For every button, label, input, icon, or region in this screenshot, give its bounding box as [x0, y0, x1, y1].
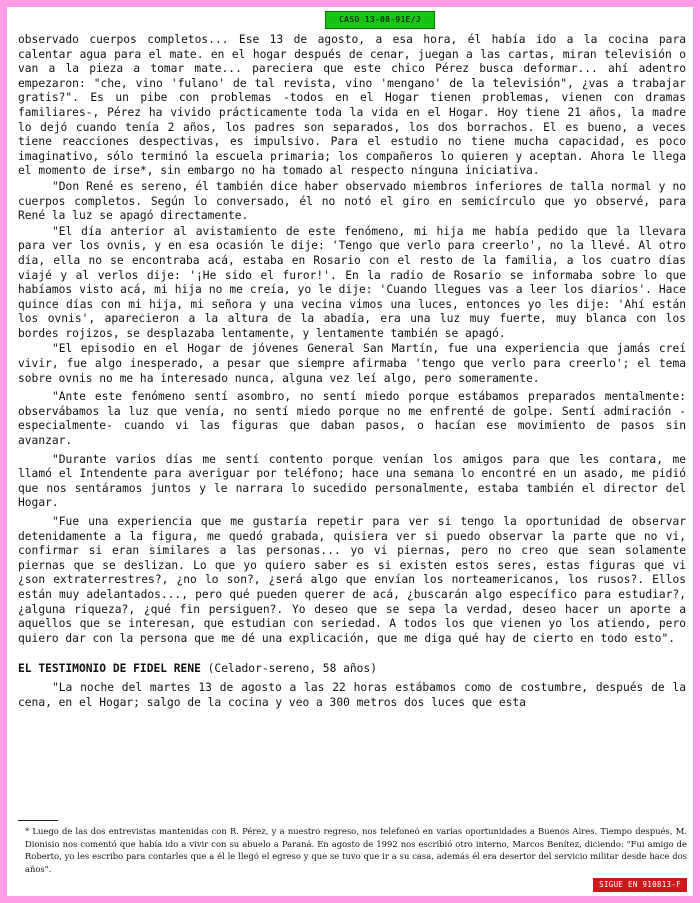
paragraph: "El día anterior al avistamiento de este fenómeno, mi hija me había pedido que la llevara para ver los ovnis, y en esa ocasión le dije: 'Tengo que verlo para creerlo', no la llevé. Al otro día, ella no se encontraba acá, estaba en Rosario con el resto de la familia, a los cuatro días viajé y al verlos dije: '¡He sido el furor!'. En la radio de Rosario se informaba sobre lo que habíamos visto acá, mi hija no me creía, yo le dije: 'Cuando llegues vas a leer los diarios'. Hace quince días con mi hija, mi señora y una vecina vimos una luces, entonces yo les dije: 'Ahí están los ovnis', aparecieron a la altura de la abadía, era una luz muy fuerte, muy blanca con los bordes rojizos, se desplazaba lentamente, y lentamente también se apagó. — [18, 224, 686, 340]
continued-tag: SIGUE EN 910813-F — [593, 878, 687, 892]
document-page — [7, 7, 693, 896]
document-body — [18, 33, 686, 710]
footnote — [25, 825, 687, 875]
paragraph: "Durante varios días me sentí contento porque venían los amigos para que les contara, me llamó el Intendente para averiguar por teléfono; hace una semana lo encontré en un asado, me pidió que nos sentáramos juntos y le narrara lo sucedido personalmente, estaba también el director del Hogar. — [18, 452, 686, 510]
footnote-text: * Luego de las dos entrevistas mantenidas con R. Pérez, y a nuestro regreso, nos telefoneó en varias oportunidades a Buenos Aires. Tiempo después, M. Dionisio nos comentó que había ido a vivir con su abuelo a Paraná. En agosto de 1992 nos escribió otro interno, Marcos Benítez, diciendo: "Fui amigo de Roberto, yo les escribo para contarles que a él le llegó el egreso y que se tuvo que ir a su casa, además él era desertor del servicio militar desde hace dos años". — [25, 826, 687, 874]
paragraph: "Fue una experiencia que me gustaría repetir para ver si tengo la oportunidad de observar detenidamente a la figura, me quedó grabada, quisiera ver si puedo observar la parte que no vi, confirmar si eran similares a las personas... yo vi piernas, pero no creo que sean solamente piernas que se deslizan. Lo que yo quiero saber es si existen estos seres, estas figuras que vi ¿son extraterrestres?, ¿no lo son?, ¿será algo que envían los norteamericanos, los rusos?. Ellos están muy adelantados..., pero qué pueden querer de acá, ¿buscarán algo específico para estudiar?, ¿alguna riqueza?, ¿qué fin persiguen?. Yo deseo que se sepa la verdad, deseo hacer un aporte a aquellos que se interesan, que estudian con seriedad. A todos los que vienen yo los atiendo, pero quiero dar con la persona que me dé una explicación, que me diga qué hay de cierto en todo esto". — [18, 515, 686, 645]
case-tag: CASO 13-08-91E/J — [325, 11, 435, 29]
paragraph: "Don René es sereno, él también dice haber observado miembros inferiores de talla normal y no cuerpos completos. Según lo conversado, él no notó el giro en semicírculo que yo observé, para René la luz se apagó directamente. — [18, 179, 686, 223]
paragraph: "Ante este fenómeno sentí asombro, no sentí miedo porque estábamos preparados mentalmente: observábamos la luz que venía, no sentí miedo porque no me enfrenté de golpe. Sentí admiración -especialmente- cuando vi las figuras que daban pasos, o hacían ese movimiento de pasos sin avanzar. — [18, 390, 686, 448]
paragraph: "La noche del martes 13 de agosto a las 22 horas estábamos como de costumbre, después de la cena, en el Hogar; salgo de la cocina y veo a 300 metros dos luces que esta — [18, 680, 686, 709]
paragraph: observado cuerpos completos... Ese 13 de agosto, a esa hora, él había ido a la cocina para calentar agua para el mate. en el hogar después de cenar, juegan a las cartas, miran televisión o van a la pieza a tomar mate... pareciera que este chico Pérez busca deformar... ahí adentro empezaron: "che, vino 'fulano' de tal revista, vino 'mengano' de la televisión", ¿vas a trabajar gratis?". Es un pibe con problemas -todos en el Hogar tienen problemas, vienen con dramas familiares-, Pérez ha vivido prácticamente toda la vida en el Hogar. Hoy tiene 21 años, la madre lo dejó cuando tenía 2 años, los padres son separados, los dos borrachos. El es bueno, a veces tiene reacciones despectivas, es impulsivo. Para el estudio no tiene mucha capacidad, es poco imaginativo, sólo terminó la escuela primaria; los compañeros lo quieren y aceptan. Ahora le llega el momento de irse*, sin embargo no ha tomado al respecto ninguna iniciativa. — [18, 33, 686, 178]
paragraph: "El episodio en el Hogar de jóvenes General San Martín, fue una experiencia que jamás creí vivir, fue algo inesperado, a pesar que siempre afirmaba 'tengo que verlo para creerlo'; el tema sobre ovnis no me ha interesado nunca, alguna vez leí algo, pero someramente. — [18, 342, 686, 385]
footnote-divider — [18, 820, 58, 821]
section-heading-subtitle: (Celador-sereno, 58 años) — [207, 662, 377, 676]
section-heading-title: EL TESTIMONIO DE FIDEL RENE — [18, 662, 201, 676]
section-heading — [18, 662, 686, 677]
